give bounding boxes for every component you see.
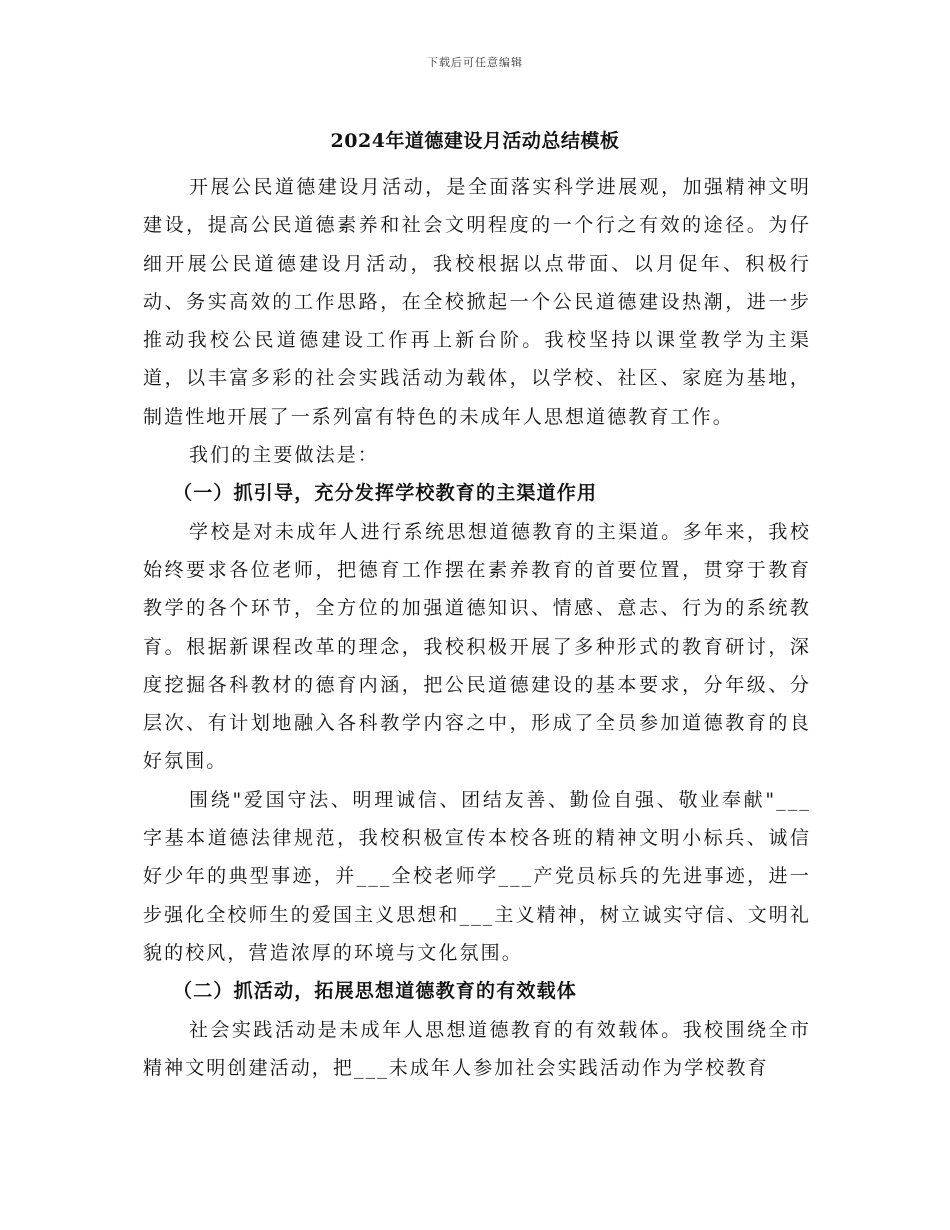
paragraph-section-2a: 社会实践活动是未成年人思想道德教育的有效载体。我校围绕全市精神文明创建活动，把___未成年人参加社会实践活动作为学校教育 [143,1018,811,1079]
paragraph-methods-intro: 我们的主要做法是： [189,444,379,467]
paragraph-section-1b: 围绕"爱国守法、明理诚信、团结友善、勤俭自强、敬业奉献"___字基本道德法律规范，我校积极宣传本校各班的精神文明小标兵、诚信好少年的典型事迹，并___全校老师学___产党员标兵的先进事迹，进一步强化全校师生的爱国主义思想和___主义精神，树立诚实守信、文明礼貌的校风，营造浓厚的环境与文化氛围。 [143,788,811,964]
section-heading-1: （一）抓引导，充分发挥学校教育的主渠道作用 [173,482,598,505]
page-header-note: 下载后可任意编辑 [427,56,523,69]
paragraph-intro: 开展公民道德建设月活动，是全面落实科学进展观，加强精神文明建设，提高公民道德素养和社会文明程度的一个行之有效的途径。为仔细开展公民道德建设月活动，我校根据以点带面、以月促年、积极行动、务实高效的工作思路，在全校掀起一个公民道德建设热潮，进一步推动我校公民道德建设工作再上新台阶。我校坚持以课堂教学为主渠道，以丰富多彩的社会实践活动为载体，以学校、社区、家庭为基地，制造性地开展了一系列富有特色的未成年人思想道德教育工作。 [143,176,811,428]
document-body [143,168,811,1087]
paragraph-section-1a: 学校是对未成年人进行系统思想道德教育的主渠道。多年来，我校始终要求各位老师，把德育工作摆在素养教育的首要位置，贯穿于教育教学的各个环节，全方位的加强道德知识、情感、意志、行为的系统教育。根据新课程改革的理念，我校积极开展了多种形式的教育研讨，深度挖掘各科教材的德育内涵，把公民道德建设的基本要求，分年级、分层次、有计划地融入各科教学内容之中，形成了全员参加道德教育的良好氛围。 [143,520,811,773]
section-heading-2: （二）抓活动，拓展思想道德教育的有效载体 [173,980,578,1003]
document-title: 2024年道德建设月活动总结模板 [330,130,620,152]
